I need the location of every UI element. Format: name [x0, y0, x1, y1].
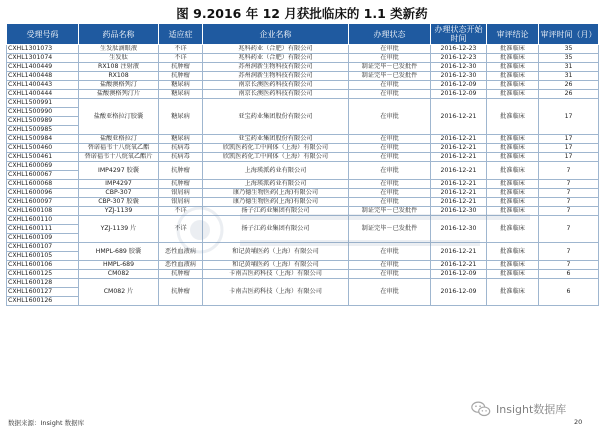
indication-cell: 不详: [159, 216, 203, 243]
conclusion-cell: 批准临床: [487, 81, 539, 90]
acceptance-number-cell: CXHL1400444: [7, 90, 79, 99]
table-body: [7, 45, 599, 306]
drug-table: [6, 23, 599, 306]
wechat-icon: [470, 398, 492, 420]
table-row: [7, 216, 599, 225]
col-header-status: 办理状态: [349, 24, 431, 45]
col-header-drug: 药品名称: [79, 24, 159, 45]
indication-cell: 银屑病: [159, 189, 203, 198]
status-cell: 在审批: [349, 261, 431, 270]
conclusion-cell: 批准临床: [487, 144, 539, 153]
drug-name-cell: IMP4297 胶囊: [79, 162, 159, 180]
conclusion-cell: 批准临床: [487, 207, 539, 216]
drug-name-cell: 盐酸澳格列汀: [79, 81, 159, 90]
review-months-cell: 17: [539, 144, 599, 153]
data-source-note: 数据来源：Insight 数据库: [8, 419, 85, 427]
drug-name-cell: 生发肽滴眼液: [79, 45, 159, 54]
review-months-cell: 31: [539, 63, 599, 72]
acceptance-number-cell: CXHL1500991: [7, 99, 79, 108]
col-header-months: 审评时间（月）: [539, 24, 599, 45]
status-cell: 在审批: [349, 243, 431, 261]
indication-cell: 不详: [159, 45, 203, 54]
indication-cell: 抗病毒: [159, 153, 203, 162]
table-row: [7, 90, 599, 99]
status-cell: 在审批: [349, 99, 431, 135]
status-cell: 在审批: [349, 45, 431, 54]
status-cell: 制证完毕－已发批件: [349, 63, 431, 72]
review-months-cell: 6: [539, 279, 599, 306]
indication-cell: 银屑病: [159, 198, 203, 207]
review-months-cell: 7: [539, 216, 599, 243]
indication-cell: 抗病毒: [159, 144, 203, 153]
review-months-cell: 26: [539, 81, 599, 90]
drug-name-cell: RX108 注射液: [79, 63, 159, 72]
status-cell: 制证完毕－已发批件: [349, 207, 431, 216]
drug-name-cell: 替诺福韦十八烷氧乙酯片: [79, 153, 159, 162]
acceptance-number-cell: CXHL1600127: [7, 288, 79, 297]
table-row: [7, 81, 599, 90]
page-title: 图 9.2016 年 12 月获批临床的 1.1 类新药: [176, 6, 428, 21]
table-header-row: [7, 24, 599, 45]
status-date-cell: 2016-12-09: [431, 279, 487, 306]
acceptance-number-cell: CXHL1500989: [7, 117, 79, 126]
acceptance-number-cell: CXHL1400448: [7, 72, 79, 81]
review-months-cell: 6: [539, 270, 599, 279]
drug-name-cell: CM082 片: [79, 279, 159, 306]
conclusion-cell: 批准临床: [487, 180, 539, 189]
status-cell: 在审批: [349, 90, 431, 99]
status-cell: 在审批: [349, 54, 431, 63]
status-cell: 制证完毕－已发批件: [349, 216, 431, 243]
brand-watermark: [470, 398, 566, 420]
status-date-cell: 2016-12-21: [431, 144, 487, 153]
status-cell: 在审批: [349, 162, 431, 180]
company-cell: 南京长澳医药科技有限公司: [203, 81, 349, 90]
indication-cell: 恶性血液病: [159, 261, 203, 270]
table-row: [7, 54, 599, 63]
status-date-cell: 2016-12-09: [431, 81, 487, 90]
acceptance-number-cell: CXHL1600097: [7, 198, 79, 207]
status-cell: 在审批: [349, 279, 431, 306]
table-row: [7, 144, 599, 153]
status-cell: 在审批: [349, 180, 431, 189]
drug-name-cell: IMP4297: [79, 180, 159, 189]
acceptance-number-cell: CXHL1600128: [7, 279, 79, 288]
status-date-cell: 2016-12-21: [431, 135, 487, 144]
table-row: [7, 243, 599, 252]
review-months-cell: 17: [539, 99, 599, 135]
conclusion-cell: 批准临床: [487, 135, 539, 144]
indication-cell: 糖尿病: [159, 81, 203, 90]
conclusion-cell: 批准临床: [487, 99, 539, 135]
company-cell: 兆科药业（合肥）有限公司: [203, 45, 349, 54]
status-date-cell: 2016-12-30: [431, 207, 487, 216]
drug-name-cell: 盐酸亚格拉汀: [79, 135, 159, 144]
drug-name-cell: YZJ-1139: [79, 207, 159, 216]
company-cell: 欣凯医药化工中间体（上海）有限公司: [203, 144, 349, 153]
review-months-cell: 35: [539, 45, 599, 54]
review-months-cell: 31: [539, 72, 599, 81]
drug-name-cell: CBP-307: [79, 189, 159, 198]
table-row: [7, 153, 599, 162]
col-header-status-date: 办理状态开始时间: [431, 24, 487, 45]
conclusion-cell: 批准临床: [487, 54, 539, 63]
indication-cell: 抗肿瘤: [159, 72, 203, 81]
status-cell: 在审批: [349, 189, 431, 198]
review-months-cell: 7: [539, 180, 599, 189]
acceptance-number-cell: CXHL1600107: [7, 243, 79, 252]
indication-cell: 糖尿病: [159, 135, 203, 144]
drug-table-container: [6, 23, 598, 306]
conclusion-cell: 批准临床: [487, 198, 539, 207]
indication-cell: 不详: [159, 207, 203, 216]
review-months-cell: 7: [539, 162, 599, 180]
review-months-cell: 7: [539, 243, 599, 261]
table-row: [7, 207, 599, 216]
company-cell: 兆科药业（合肥）有限公司: [203, 54, 349, 63]
status-date-cell: 2016-12-09: [431, 270, 487, 279]
company-cell: 南京长澳医药科技有限公司: [203, 90, 349, 99]
review-months-cell: 7: [539, 207, 599, 216]
acceptance-number-cell: CXHL1301073: [7, 45, 79, 54]
drug-name-cell: 盐酸亚格拉汀胶囊: [79, 99, 159, 135]
status-cell: 在审批: [349, 198, 431, 207]
table-row: [7, 198, 599, 207]
review-months-cell: 17: [539, 153, 599, 162]
drug-name-cell: HMPL-689 胶囊: [79, 243, 159, 261]
status-cell: 在审批: [349, 81, 431, 90]
table-row: [7, 99, 599, 108]
status-date-cell: 2016-12-21: [431, 243, 487, 261]
table-row: [7, 135, 599, 144]
company-cell: 卡南吉医药科技（上海）有限公司: [203, 279, 349, 306]
acceptance-number-cell: CXHL1600111: [7, 225, 79, 234]
status-date-cell: 2016-12-21: [431, 153, 487, 162]
table-row: [7, 279, 599, 288]
indication-cell: 不详: [159, 54, 203, 63]
drug-name-cell: HMPL-689: [79, 261, 159, 270]
page-number: 20: [574, 418, 583, 426]
acceptance-number-cell: CXHL1600069: [7, 162, 79, 171]
status-date-cell: 2016-12-21: [431, 189, 487, 198]
status-cell: 制证完毕－已发批件: [349, 72, 431, 81]
status-date-cell: 2016-12-30: [431, 72, 487, 81]
status-date-cell: 2016-12-23: [431, 45, 487, 54]
drug-name-cell: CM082: [79, 270, 159, 279]
conclusion-cell: 批准临床: [487, 162, 539, 180]
conclusion-cell: 批准临床: [487, 63, 539, 72]
indication-cell: 抗肿瘤: [159, 180, 203, 189]
acceptance-number-cell: CXHL1400443: [7, 81, 79, 90]
acceptance-number-cell: CXHL1600067: [7, 171, 79, 180]
status-date-cell: 2016-12-21: [431, 180, 487, 189]
col-header-id: 受理号码: [7, 24, 79, 45]
status-date-cell: 2016-12-09: [431, 90, 487, 99]
company-cell: 康乃德生物医药(上海)有限公司: [203, 189, 349, 198]
drug-name-cell: YZJ-1139 片: [79, 216, 159, 243]
table-row: [7, 261, 599, 270]
conclusion-cell: 批准临床: [487, 261, 539, 270]
table-row: [7, 63, 599, 72]
review-months-cell: 7: [539, 198, 599, 207]
conclusion-cell: 批准临床: [487, 243, 539, 261]
drug-name-cell: CBP-307 胶囊: [79, 198, 159, 207]
conclusion-cell: 批准临床: [487, 90, 539, 99]
status-date-cell: 2016-12-30: [431, 63, 487, 72]
table-row: [7, 162, 599, 171]
status-cell: 在审批: [349, 153, 431, 162]
company-cell: 和记黄埔医药（上海）有限公司: [203, 261, 349, 270]
drug-name-cell: 替诺福韦十八烷氧乙酯: [79, 144, 159, 153]
company-cell: 亚宝药业集团股份有限公司: [203, 135, 349, 144]
acceptance-number-cell: CXHL1600105: [7, 252, 79, 261]
col-header-company: 企业名称: [203, 24, 349, 45]
company-cell: 上海瑛派药业有限公司: [203, 162, 349, 180]
review-months-cell: 17: [539, 135, 599, 144]
acceptance-number-cell: CXHL1600106: [7, 261, 79, 270]
acceptance-number-cell: CXHL1600108: [7, 207, 79, 216]
indication-cell: 糖尿病: [159, 90, 203, 99]
acceptance-number-cell: CXHL1600125: [7, 270, 79, 279]
review-months-cell: 35: [539, 54, 599, 63]
conclusion-cell: 批准临床: [487, 216, 539, 243]
status-cell: 在审批: [349, 270, 431, 279]
company-cell: 苏州润新生物科技有限公司: [203, 72, 349, 81]
company-cell: 扬子江药业集团有限公司: [203, 207, 349, 216]
indication-cell: 抗肿瘤: [159, 279, 203, 306]
conclusion-cell: 批准临床: [487, 45, 539, 54]
drug-name-cell: 生发肽: [79, 54, 159, 63]
conclusion-cell: 批准临床: [487, 153, 539, 162]
status-date-cell: 2016-12-21: [431, 261, 487, 270]
acceptance-number-cell: CXHL1301074: [7, 54, 79, 63]
indication-cell: 恶性血液病: [159, 243, 203, 261]
status-cell: 在审批: [349, 144, 431, 153]
table-row: [7, 72, 599, 81]
review-months-cell: 7: [539, 261, 599, 270]
acceptance-number-cell: CXHL1500461: [7, 153, 79, 162]
conclusion-cell: 批准临床: [487, 72, 539, 81]
table-row: [7, 180, 599, 189]
review-months-cell: 26: [539, 90, 599, 99]
status-date-cell: 2016-12-21: [431, 162, 487, 180]
drug-name-cell: 盐酸澳格列汀片: [79, 90, 159, 99]
acceptance-number-cell: CXHL1500985: [7, 126, 79, 135]
col-header-indication: 适应症: [159, 24, 203, 45]
acceptance-number-cell: CXHL1500990: [7, 108, 79, 117]
indication-cell: 抗肿瘤: [159, 270, 203, 279]
indication-cell: 抗肿瘤: [159, 63, 203, 72]
company-cell: 亚宝药业集团股份有限公司: [203, 99, 349, 135]
company-cell: 苏州润新生物科技有限公司: [203, 63, 349, 72]
acceptance-number-cell: CXHL1600110: [7, 216, 79, 225]
acceptance-number-cell: CXHL1600109: [7, 234, 79, 243]
conclusion-cell: 批准临床: [487, 189, 539, 198]
company-cell: 欣凯医药化工中间体（上海）有限公司: [203, 153, 349, 162]
review-months-cell: 7: [539, 189, 599, 198]
indication-cell: 糖尿病: [159, 99, 203, 135]
company-cell: 扬子江药业集团有限公司: [203, 216, 349, 243]
company-cell: 卡南吉医药科技（上海）有限公司: [203, 270, 349, 279]
acceptance-number-cell: CXHL1500460: [7, 144, 79, 153]
acceptance-number-cell: CXHL1400449: [7, 63, 79, 72]
company-cell: 康乃德生物医药(上海)有限公司: [203, 198, 349, 207]
conclusion-cell: 批准临床: [487, 270, 539, 279]
table-row: [7, 189, 599, 198]
table-row: [7, 270, 599, 279]
company-cell: 和记黄埔医药（上海）有限公司: [203, 243, 349, 261]
drug-name-cell: RX108: [79, 72, 159, 81]
acceptance-number-cell: CXHL1600096: [7, 189, 79, 198]
brand-name: Insight数据库: [496, 403, 567, 416]
col-header-conclusion: 审评结论: [487, 24, 539, 45]
status-cell: 在审批: [349, 135, 431, 144]
conclusion-cell: 批准临床: [487, 279, 539, 306]
status-date-cell: 2016-12-30: [431, 216, 487, 243]
acceptance-number-cell: CXHL1600068: [7, 180, 79, 189]
table-row: [7, 45, 599, 54]
acceptance-number-cell: CXHL1500984: [7, 135, 79, 144]
status-date-cell: 2016-12-23: [431, 54, 487, 63]
acceptance-number-cell: CXHL1600126: [7, 297, 79, 306]
indication-cell: 抗肿瘤: [159, 162, 203, 180]
status-date-cell: 2016-12-21: [431, 99, 487, 135]
company-cell: 上海瑛派药业有限公司: [203, 180, 349, 189]
status-date-cell: 2016-12-21: [431, 198, 487, 207]
